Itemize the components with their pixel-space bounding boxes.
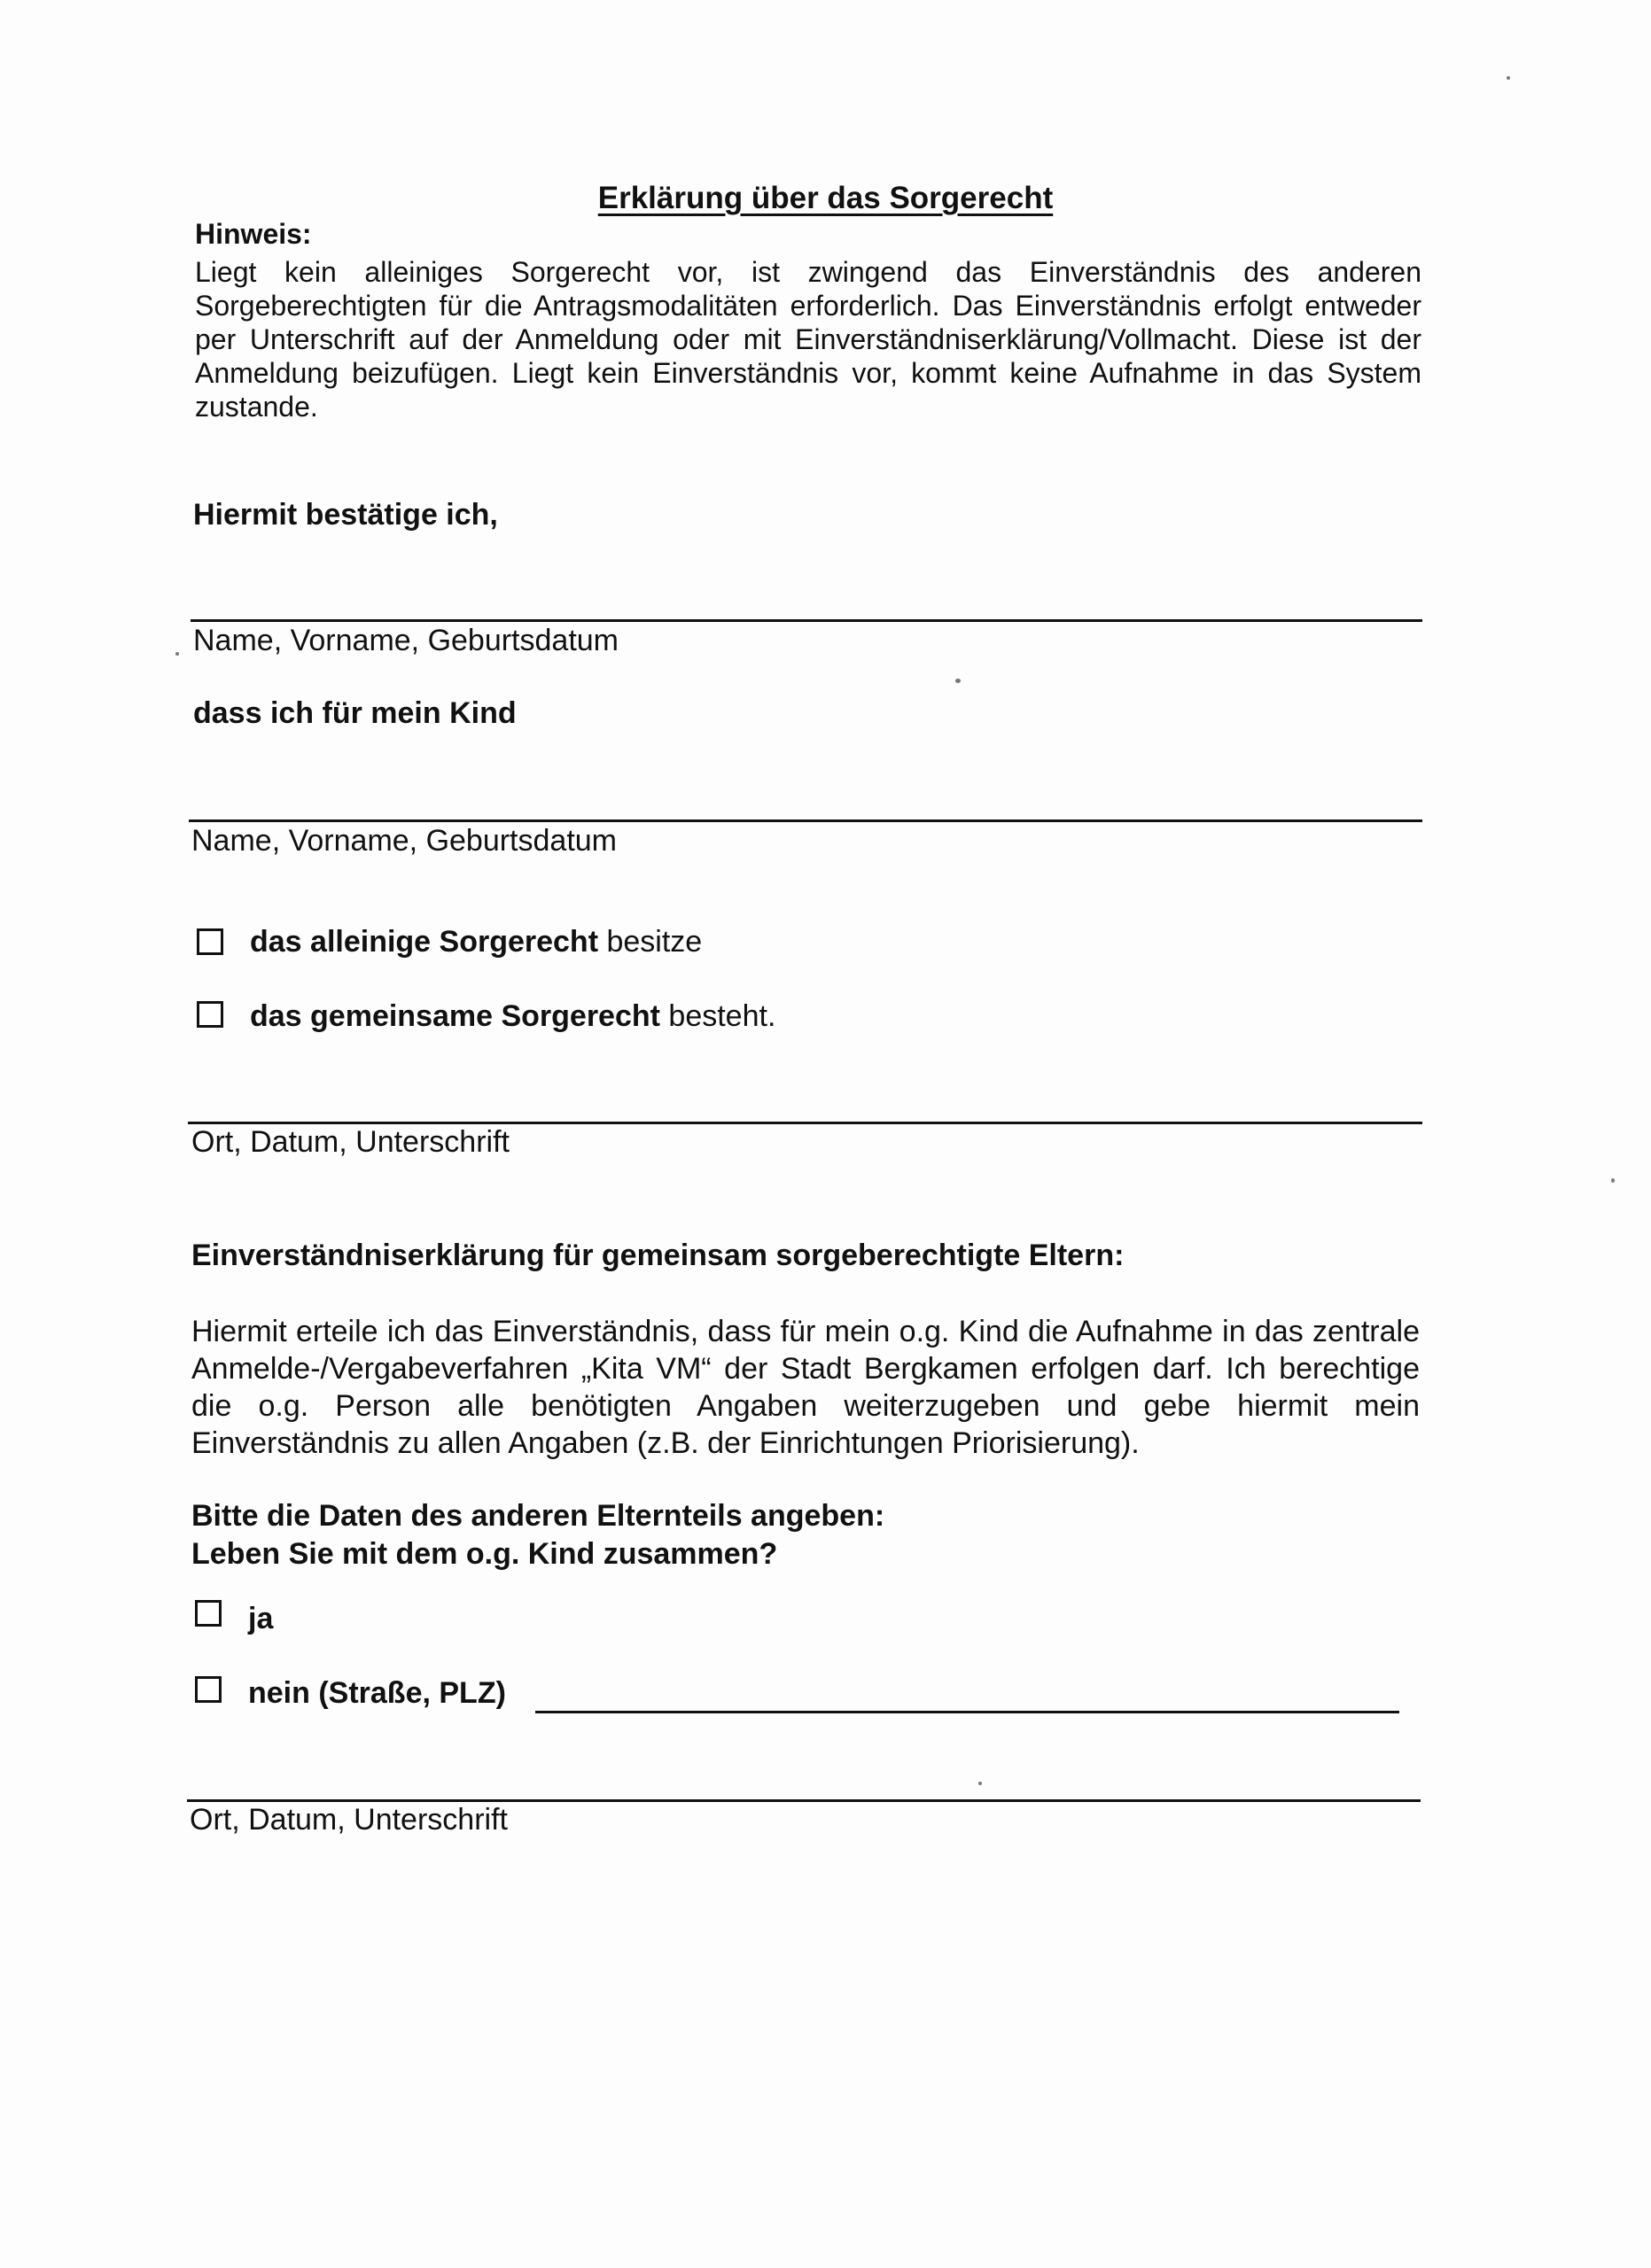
scan-speck bbox=[978, 1782, 982, 1785]
notice-label: Hinweis: bbox=[195, 218, 312, 250]
scan-speck bbox=[1611, 1178, 1615, 1183]
joint-custody-label: das gemeinsame Sorgerecht besteht. bbox=[250, 999, 776, 1033]
joint-custody-checkbox[interactable] bbox=[197, 1001, 223, 1028]
consent-text: Hiermit erteile ich das Einverständnis, dass für mein o.g. Kind die Aufnahme in das zentrale Anmelde-/Vergabeverfahren „Kita VM“ der Stadt Bergkamen erfolgen darf. Ich berechtige die o.g. Person alle benötigten Angaben weiterzugeben und gebe hiermit mein Einverständnis zu allen Angaben (z.B. der Einrichtungen Priorisierung). bbox=[191, 1315, 1420, 1460]
live-together-question: Leben Sie mit dem o.g. Kind zusammen? bbox=[191, 1537, 778, 1571]
child-name-line[interactable] bbox=[189, 819, 1422, 822]
signature-line-1[interactable] bbox=[188, 1122, 1422, 1124]
live-together-no-label: nein (Straße, PLZ) bbox=[248, 1676, 506, 1710]
live-together-yes-label: ja bbox=[248, 1602, 274, 1635]
sole-custody-label: das alleinige Sorgerecht besitze bbox=[250, 925, 703, 959]
child-field-caption: Name, Vorname, Geburtsdatum bbox=[191, 824, 618, 858]
signature-line-2[interactable] bbox=[187, 1799, 1421, 1802]
signature-caption-2: Ort, Datum, Unterschrift bbox=[190, 1803, 508, 1837]
live-together-no-checkbox[interactable] bbox=[195, 1676, 222, 1703]
confirm-heading: Hiermit bestätige ich, bbox=[193, 498, 498, 532]
sole-custody-checkbox[interactable] bbox=[197, 928, 223, 955]
parent-field-caption: Name, Vorname, Geburtsdatum bbox=[193, 624, 619, 657]
scan-speck bbox=[955, 679, 961, 683]
scan-speck bbox=[175, 652, 179, 656]
live-together-yes-checkbox[interactable] bbox=[195, 1600, 222, 1627]
address-line[interactable] bbox=[535, 1711, 1399, 1713]
other-parent-heading: Bitte die Daten des anderen Elternteils angeben: bbox=[191, 1499, 885, 1533]
parent-name-line[interactable] bbox=[191, 619, 1422, 622]
consent-heading: Einverständniserklärung für gemeinsam sorgeberechtigte Eltern: bbox=[191, 1239, 1125, 1272]
scan-speck bbox=[1507, 76, 1510, 80]
child-intro: dass ich für mein Kind bbox=[193, 696, 517, 730]
page-title: Erklärung über das Sorgerecht bbox=[597, 181, 1054, 215]
signature-caption-1: Ort, Datum, Unterschrift bbox=[191, 1125, 510, 1159]
notice-text: Liegt kein alleiniges Sorgerecht vor, ist zwingend das Einverständnis des anderen Sorgeberechtigten für die Antragsmodalitäten erforderlich. Das Einverständnis erfolgt entweder per Unterschrift auf der Anmeldung oder mit Einverständniserklärung/Vollmacht. Diese ist der Anmeldung beizufügen. Liegt kein Einverständnis vor, kommt keine Aufnahme in das System zustande. bbox=[195, 256, 1421, 423]
